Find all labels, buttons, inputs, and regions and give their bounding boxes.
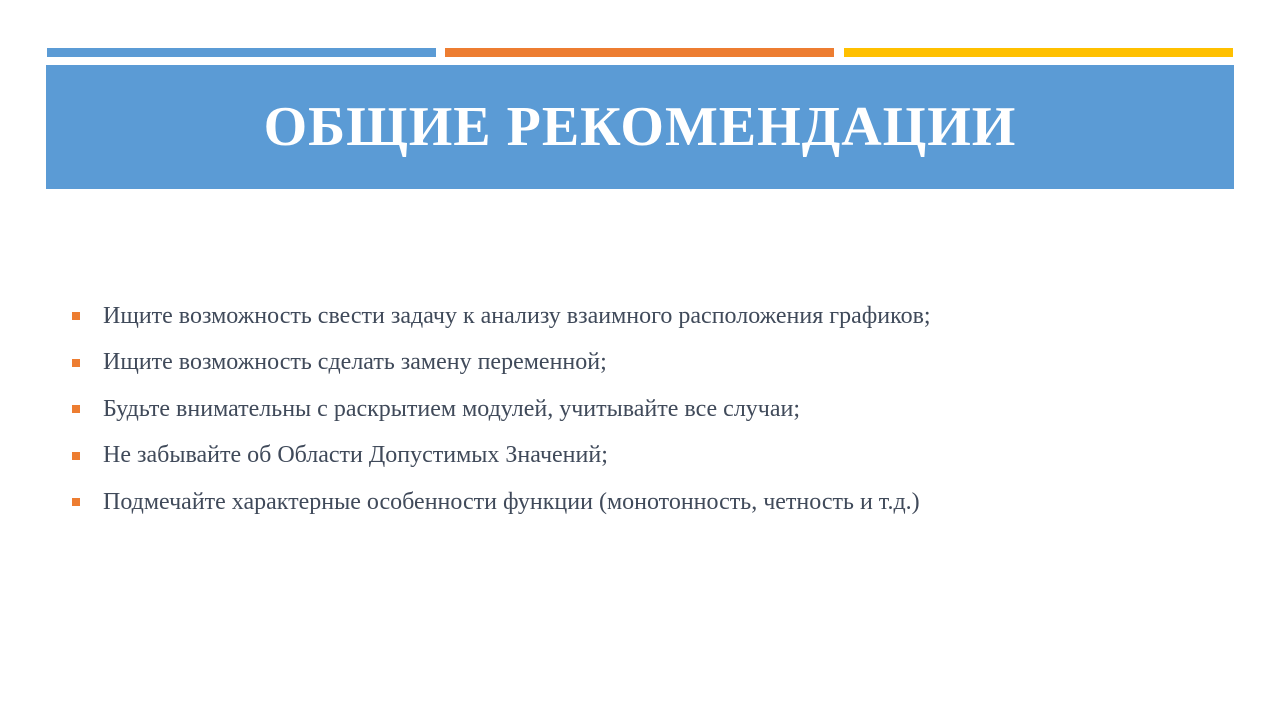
accent-bar-blue [47, 48, 436, 57]
list-item [72, 386, 1212, 433]
accent-bar-orange [445, 48, 834, 57]
list-item [72, 433, 1212, 480]
slide-title: ОБЩИЕ РЕКОМЕНДАЦИИ [263, 96, 1017, 158]
bullet-text: Ищите возможность сделать замену переменной; [103, 349, 607, 376]
square-bullet-icon [72, 359, 80, 367]
square-bullet-icon [72, 452, 80, 460]
list-item [72, 293, 1212, 340]
bullet-text: Подмечайте характерные особенности функции (монотонность, четность и т.д.) [103, 488, 920, 515]
bullet-text: Будьте внимательны с раскрытием модулей, учитывайте все случаи; [103, 395, 801, 422]
list-item [72, 479, 1212, 526]
bullet-list [72, 293, 1212, 526]
bullet-text: Не забывайте об Области Допустимых Значений; [103, 442, 608, 469]
list-item [72, 340, 1212, 387]
accent-bar-yellow [844, 48, 1233, 57]
bullet-text: Ищите возможность свести задачу к анализу взаимного расположения графиков; [103, 302, 931, 329]
square-bullet-icon [72, 312, 80, 320]
square-bullet-icon [72, 498, 80, 506]
square-bullet-icon [72, 405, 80, 413]
title-band [46, 65, 1234, 189]
